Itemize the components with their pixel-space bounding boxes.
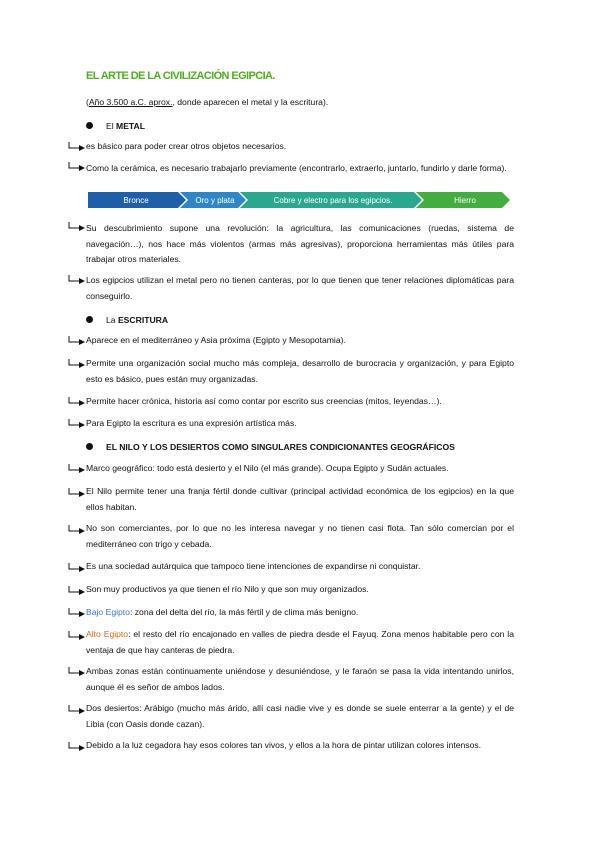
bajo-egipto-label: Bajo Egipto bbox=[86, 607, 130, 617]
list-item: Marco geográfico: todo está desierto y el Nilo (el más grande). Ocupa Egipto y Sudán actuales. bbox=[86, 463, 449, 473]
arrow-icon bbox=[68, 488, 86, 500]
arrow-icon bbox=[68, 419, 86, 431]
timeline-label: Bronce bbox=[123, 195, 149, 205]
arrow-icon bbox=[68, 586, 86, 598]
arrow-icon bbox=[68, 275, 86, 287]
section-title: METAL bbox=[116, 121, 145, 131]
intro-date: Año 3.500 a.C. aprox. bbox=[88, 97, 173, 107]
list-item: Para Egipto la escritura es una expresión artística más. bbox=[86, 418, 297, 428]
arrow-icon bbox=[68, 667, 86, 679]
list-item: Aparece en el mediterráneo y Asia próxima (Egipto y Mesopotamia). bbox=[86, 335, 346, 345]
arrow-icon bbox=[68, 631, 86, 643]
bullet-icon bbox=[86, 316, 93, 323]
page-title: EL ARTE DE LA CIVILIZACIÓN EGIPCIA. bbox=[86, 70, 275, 82]
bullet-icon bbox=[86, 443, 93, 450]
list-item-alto-egipto bbox=[86, 627, 514, 658]
section-title: ESCRITURA bbox=[117, 315, 169, 325]
timeline-label: Cobre y electro para los egipcios. bbox=[273, 195, 393, 205]
list-item: Como la cerámica, es necesario trabajarlo previamente (encontrarlo, extraerlo, juntarlo, fundirlo y darle forma). bbox=[86, 163, 507, 173]
arrow-icon bbox=[68, 608, 86, 620]
list-item: Es una sociedad autárquica que tampoco tiene intenciones de expandirse ni conquistar. bbox=[86, 561, 421, 571]
section-prefix: El bbox=[106, 121, 117, 131]
intro-line bbox=[86, 94, 328, 110]
arrow-icon bbox=[68, 397, 86, 409]
list-item: Su descubrimiento supone una revolución: la agricultura, las comunicaciones (ruedas, sistema de navegación…), nos hace más violentos (armas más agresivas), proporciona herramientas más útiles para trabajar otros materiales. bbox=[86, 223, 514, 264]
list-item-bajo-egipto bbox=[86, 605, 514, 621]
list-item: Los egipcios utilizan el metal pero no tienen canteras, por lo que tienen que tener relaciones diplomáticas para conseguirlo. bbox=[86, 275, 514, 301]
arrow-icon bbox=[68, 464, 86, 476]
timeline-label: Hierro bbox=[454, 195, 476, 205]
alto-egipto-text: : el resto del río encajonado en valles de piedra desde el Fayuq. Zona menos habitable pero con la ventaja de que hay canteras de piedra. bbox=[86, 629, 514, 655]
list-item: Ambas zonas están continuamente uniéndose y desuniéndose, y le faraón se pasa la vida intentando unirlos, aunque él es señor de ambos lados. bbox=[86, 666, 514, 692]
metal-timeline bbox=[88, 192, 510, 208]
bajo-egipto-text: : zona del delta del río, la más fértil y de clima más benigno. bbox=[129, 607, 359, 617]
list-item: Permite hacer crónica, historia así como contar por escrito sus creencias (mitos, leyendas…). bbox=[86, 396, 442, 406]
arrow-icon bbox=[68, 222, 86, 234]
arrow-icon bbox=[68, 742, 86, 754]
list-item: El Nilo permite tener una franja fértil donde cultivar (principal actividad económica de los egipcios) en la que ellos habitan. bbox=[86, 486, 514, 512]
list-item: es básico para poder crear otros objetos necesarios. bbox=[86, 141, 287, 151]
arrow-icon bbox=[68, 705, 86, 717]
list-item: Debido a la luz cegadora hay esos colores tan vivos, y ellos a la hora de pintar utilizan colores intensos. bbox=[86, 740, 482, 750]
section-prefix: La bbox=[106, 315, 118, 325]
list-item: Son muy productivos ya que tienen el río Nilo y que son muy organizados. bbox=[86, 584, 369, 594]
arrow-icon bbox=[68, 162, 86, 174]
arrow-icon bbox=[68, 142, 86, 154]
list-item: Dos desiertos: Arábigo (mucho más árido, allí casi nadie vive y es donde se suele enterrar a la gente) y el de Libia (con Oasis donde cazan). bbox=[86, 703, 514, 729]
arrow-icon bbox=[68, 563, 86, 575]
section-title: EL NILO Y LOS DESIERTOS COMO SINGULARES CONDICIONANTES GEOGRÁFICOS bbox=[106, 442, 455, 452]
arrow-icon bbox=[68, 336, 86, 348]
bullet-icon bbox=[86, 122, 93, 129]
list-item: No son comerciantes, por lo que no les interesa navegar y no tienen casi flota. Tan sólo comercian por el mediterráneo con trigo y cebada. bbox=[86, 523, 514, 549]
timeline-label: Oro y plata bbox=[195, 195, 235, 205]
alto-egipto-label: Alto Egipto bbox=[86, 629, 129, 639]
arrow-icon bbox=[68, 359, 86, 371]
list-item: Permite una organización social mucho más compleja, desarrollo de burocracia y organización, y para Egipto esto es básico, pues están muy organizadas. bbox=[86, 358, 514, 384]
intro-rest: , donde aparecen el metal y la escritura). bbox=[172, 97, 329, 107]
intro-open: ( bbox=[86, 97, 89, 107]
arrow-icon bbox=[68, 525, 86, 537]
